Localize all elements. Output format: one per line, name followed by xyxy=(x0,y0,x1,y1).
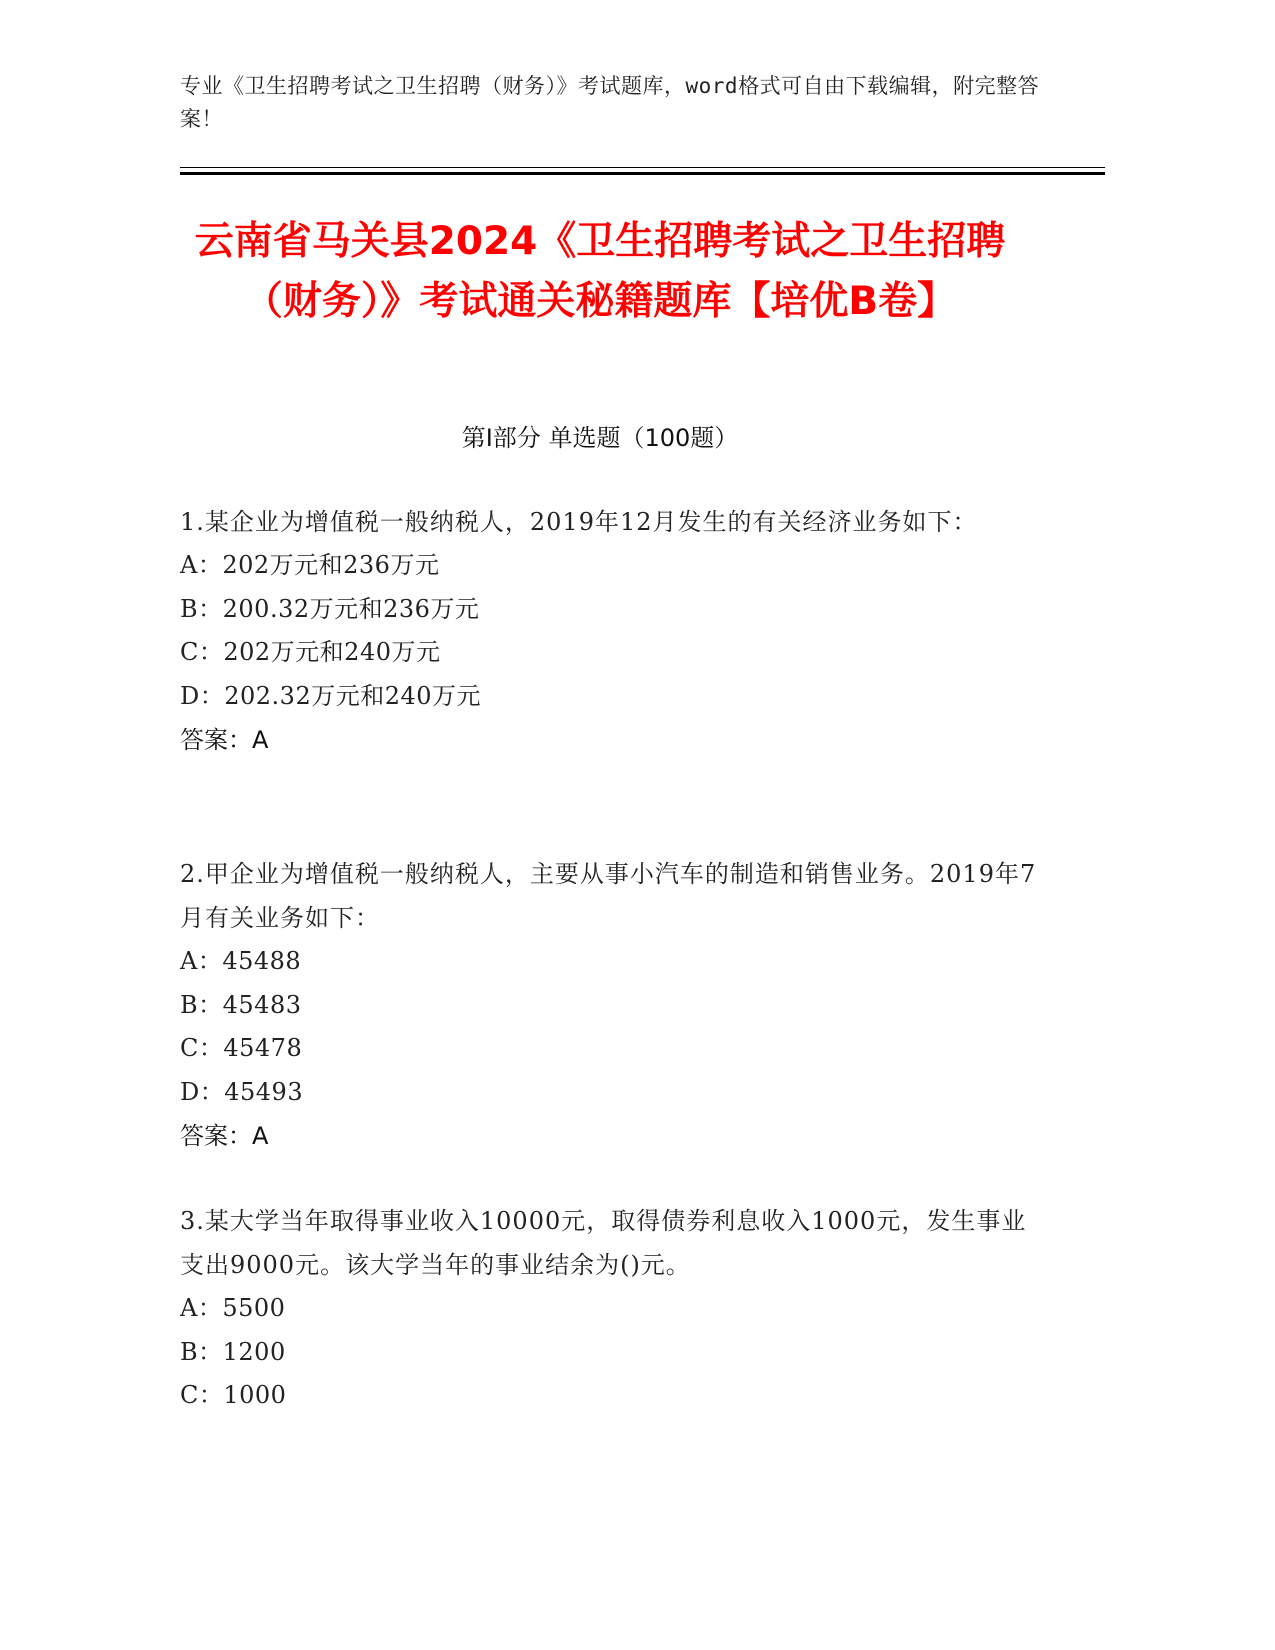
option-a: A：202万元和236万元 xyxy=(180,551,440,579)
header-divider-thick xyxy=(180,172,1105,175)
option-b: B：1200 xyxy=(180,1337,286,1366)
header-note: 专业《卫生招聘考试之卫生招聘（财务）》考试题库，word格式可自由下载编辑，附完整答案！ xyxy=(180,74,1040,131)
answer: 答案：A xyxy=(180,726,269,754)
question-3 xyxy=(180,1199,1050,1418)
section-title: 第Ⅰ部分 单选题（100题） xyxy=(461,424,739,452)
option-b: B：45483 xyxy=(180,990,302,1019)
document-title: 云南省马关县2024《卫生招聘考试之卫生招聘（财务）》考试通关秘籍题库【培优B卷】 xyxy=(194,219,1006,324)
question-stem: 2.甲企业为增值税一般纳税人，主要从事小汽车的制造和销售业务。2019年7月有关业务如下： xyxy=(180,860,1037,932)
option-b: B：200.32万元和236万元 xyxy=(180,594,480,623)
option-c: C：202万元和240万元 xyxy=(180,638,441,666)
question-2 xyxy=(180,852,1050,1158)
option-a: A：5500 xyxy=(180,1294,286,1322)
option-c: C：1000 xyxy=(180,1381,287,1409)
question-1 xyxy=(180,500,1050,762)
answer: 答案：A xyxy=(180,1122,269,1150)
option-a: A：45488 xyxy=(180,947,302,975)
option-d: D：45493 xyxy=(180,1077,304,1106)
question-stem: 1.某企业为增值税一般纳税人，2019年12月发生的有关经济业务如下： xyxy=(180,508,978,536)
option-c: C：45478 xyxy=(180,1034,303,1062)
question-stem: 3.某大学当年取得事业收入10000元，取得债券利息收入1000元，发生事业支出9000元。该大学当年的事业结余为()元。 xyxy=(180,1207,1027,1279)
header-divider-thin xyxy=(180,167,1105,168)
option-d: D：202.32万元和240万元 xyxy=(180,681,482,710)
